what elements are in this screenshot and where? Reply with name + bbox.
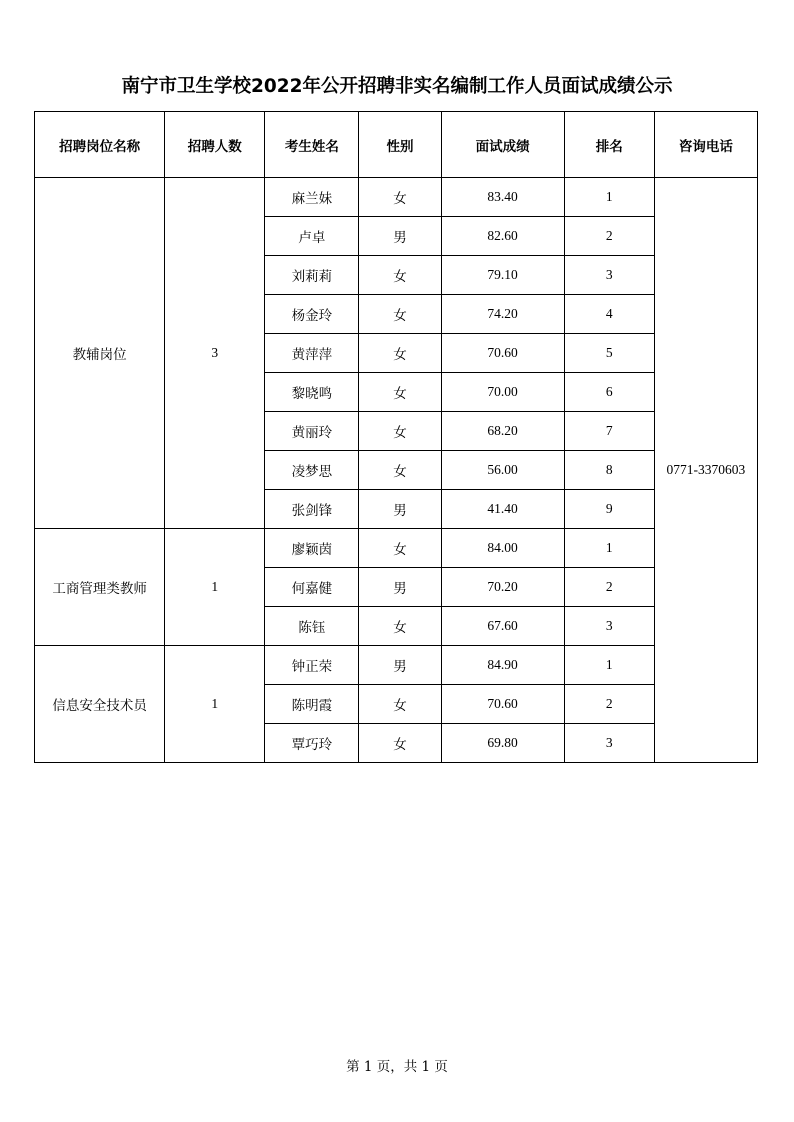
position-cell: 工商管理类教师 <box>35 529 165 646</box>
position-cell: 信息安全技术员 <box>35 646 165 763</box>
gender-cell: 女 <box>359 334 441 373</box>
gender-cell: 男 <box>359 217 441 256</box>
score-cell: 70.00 <box>441 373 564 412</box>
score-cell: 84.90 <box>441 646 564 685</box>
name-cell: 凌梦思 <box>265 451 359 490</box>
score-cell: 56.00 <box>441 451 564 490</box>
quota-cell: 3 <box>165 178 265 529</box>
score-cell: 74.20 <box>441 295 564 334</box>
gender-cell: 女 <box>359 685 441 724</box>
name-cell: 黎晓鸣 <box>265 373 359 412</box>
rank-cell: 2 <box>564 217 654 256</box>
gender-cell: 女 <box>359 373 441 412</box>
name-cell: 陈钰 <box>265 607 359 646</box>
header-row <box>35 112 758 178</box>
quota-cell: 1 <box>165 646 265 763</box>
rank-cell: 9 <box>564 490 654 529</box>
table-row <box>35 646 758 685</box>
score-cell: 67.60 <box>441 607 564 646</box>
gender-cell: 女 <box>359 256 441 295</box>
rank-cell: 1 <box>564 529 654 568</box>
page-footer: 第 1 页，共 1 页 <box>346 1059 448 1075</box>
score-cell: 79.10 <box>441 256 564 295</box>
header-position: 招聘岗位名称 <box>35 112 165 178</box>
name-cell: 覃巧玲 <box>265 724 359 763</box>
gender-cell: 男 <box>359 646 441 685</box>
rank-cell: 3 <box>564 256 654 295</box>
quota-cell: 1 <box>165 529 265 646</box>
header-quota: 招聘人数 <box>165 112 265 178</box>
interview-score-table <box>34 111 758 763</box>
name-cell: 刘莉莉 <box>265 256 359 295</box>
rank-cell: 5 <box>564 334 654 373</box>
rank-cell: 6 <box>564 373 654 412</box>
score-cell: 83.40 <box>441 178 564 217</box>
gender-cell: 女 <box>359 295 441 334</box>
rank-cell: 8 <box>564 451 654 490</box>
rank-cell: 1 <box>564 178 654 217</box>
name-cell: 黄萍萍 <box>265 334 359 373</box>
gender-cell: 男 <box>359 490 441 529</box>
score-cell: 70.20 <box>441 568 564 607</box>
gender-cell: 女 <box>359 451 441 490</box>
gender-cell: 女 <box>359 529 441 568</box>
gender-cell: 女 <box>359 412 441 451</box>
name-cell: 廖颖茵 <box>265 529 359 568</box>
rank-cell: 4 <box>564 295 654 334</box>
header-score: 面试成绩 <box>441 112 564 178</box>
rank-cell: 2 <box>564 685 654 724</box>
score-cell: 84.00 <box>441 529 564 568</box>
table-row <box>35 178 758 217</box>
rank-cell: 2 <box>564 568 654 607</box>
score-cell: 68.20 <box>441 412 564 451</box>
name-cell: 陈明霞 <box>265 685 359 724</box>
rank-cell: 7 <box>564 412 654 451</box>
score-cell: 82.60 <box>441 217 564 256</box>
score-cell: 70.60 <box>441 334 564 373</box>
header-name: 考生姓名 <box>265 112 359 178</box>
header-phone: 咨询电话 <box>654 112 757 178</box>
position-cell: 教辅岗位 <box>35 178 165 529</box>
page-title: 南宁市卫生学校2022年公开招聘非实名编制工作人员面试成绩公示 <box>121 76 673 97</box>
phone-cell: 0771-3370603 <box>654 178 757 763</box>
gender-cell: 男 <box>359 568 441 607</box>
name-cell: 何嘉健 <box>265 568 359 607</box>
name-cell: 麻兰妹 <box>265 178 359 217</box>
rank-cell: 3 <box>564 607 654 646</box>
rank-cell: 1 <box>564 646 654 685</box>
name-cell: 杨金玲 <box>265 295 359 334</box>
name-cell: 钟正荣 <box>265 646 359 685</box>
header-rank: 排名 <box>564 112 654 178</box>
name-cell: 卢卓 <box>265 217 359 256</box>
gender-cell: 女 <box>359 178 441 217</box>
rank-cell: 3 <box>564 724 654 763</box>
score-cell: 70.60 <box>441 685 564 724</box>
score-cell: 69.80 <box>441 724 564 763</box>
header-gender: 性别 <box>359 112 441 178</box>
name-cell: 黄丽玲 <box>265 412 359 451</box>
table-row <box>35 529 758 568</box>
name-cell: 张剑锋 <box>265 490 359 529</box>
gender-cell: 女 <box>359 724 441 763</box>
score-cell: 41.40 <box>441 490 564 529</box>
gender-cell: 女 <box>359 607 441 646</box>
